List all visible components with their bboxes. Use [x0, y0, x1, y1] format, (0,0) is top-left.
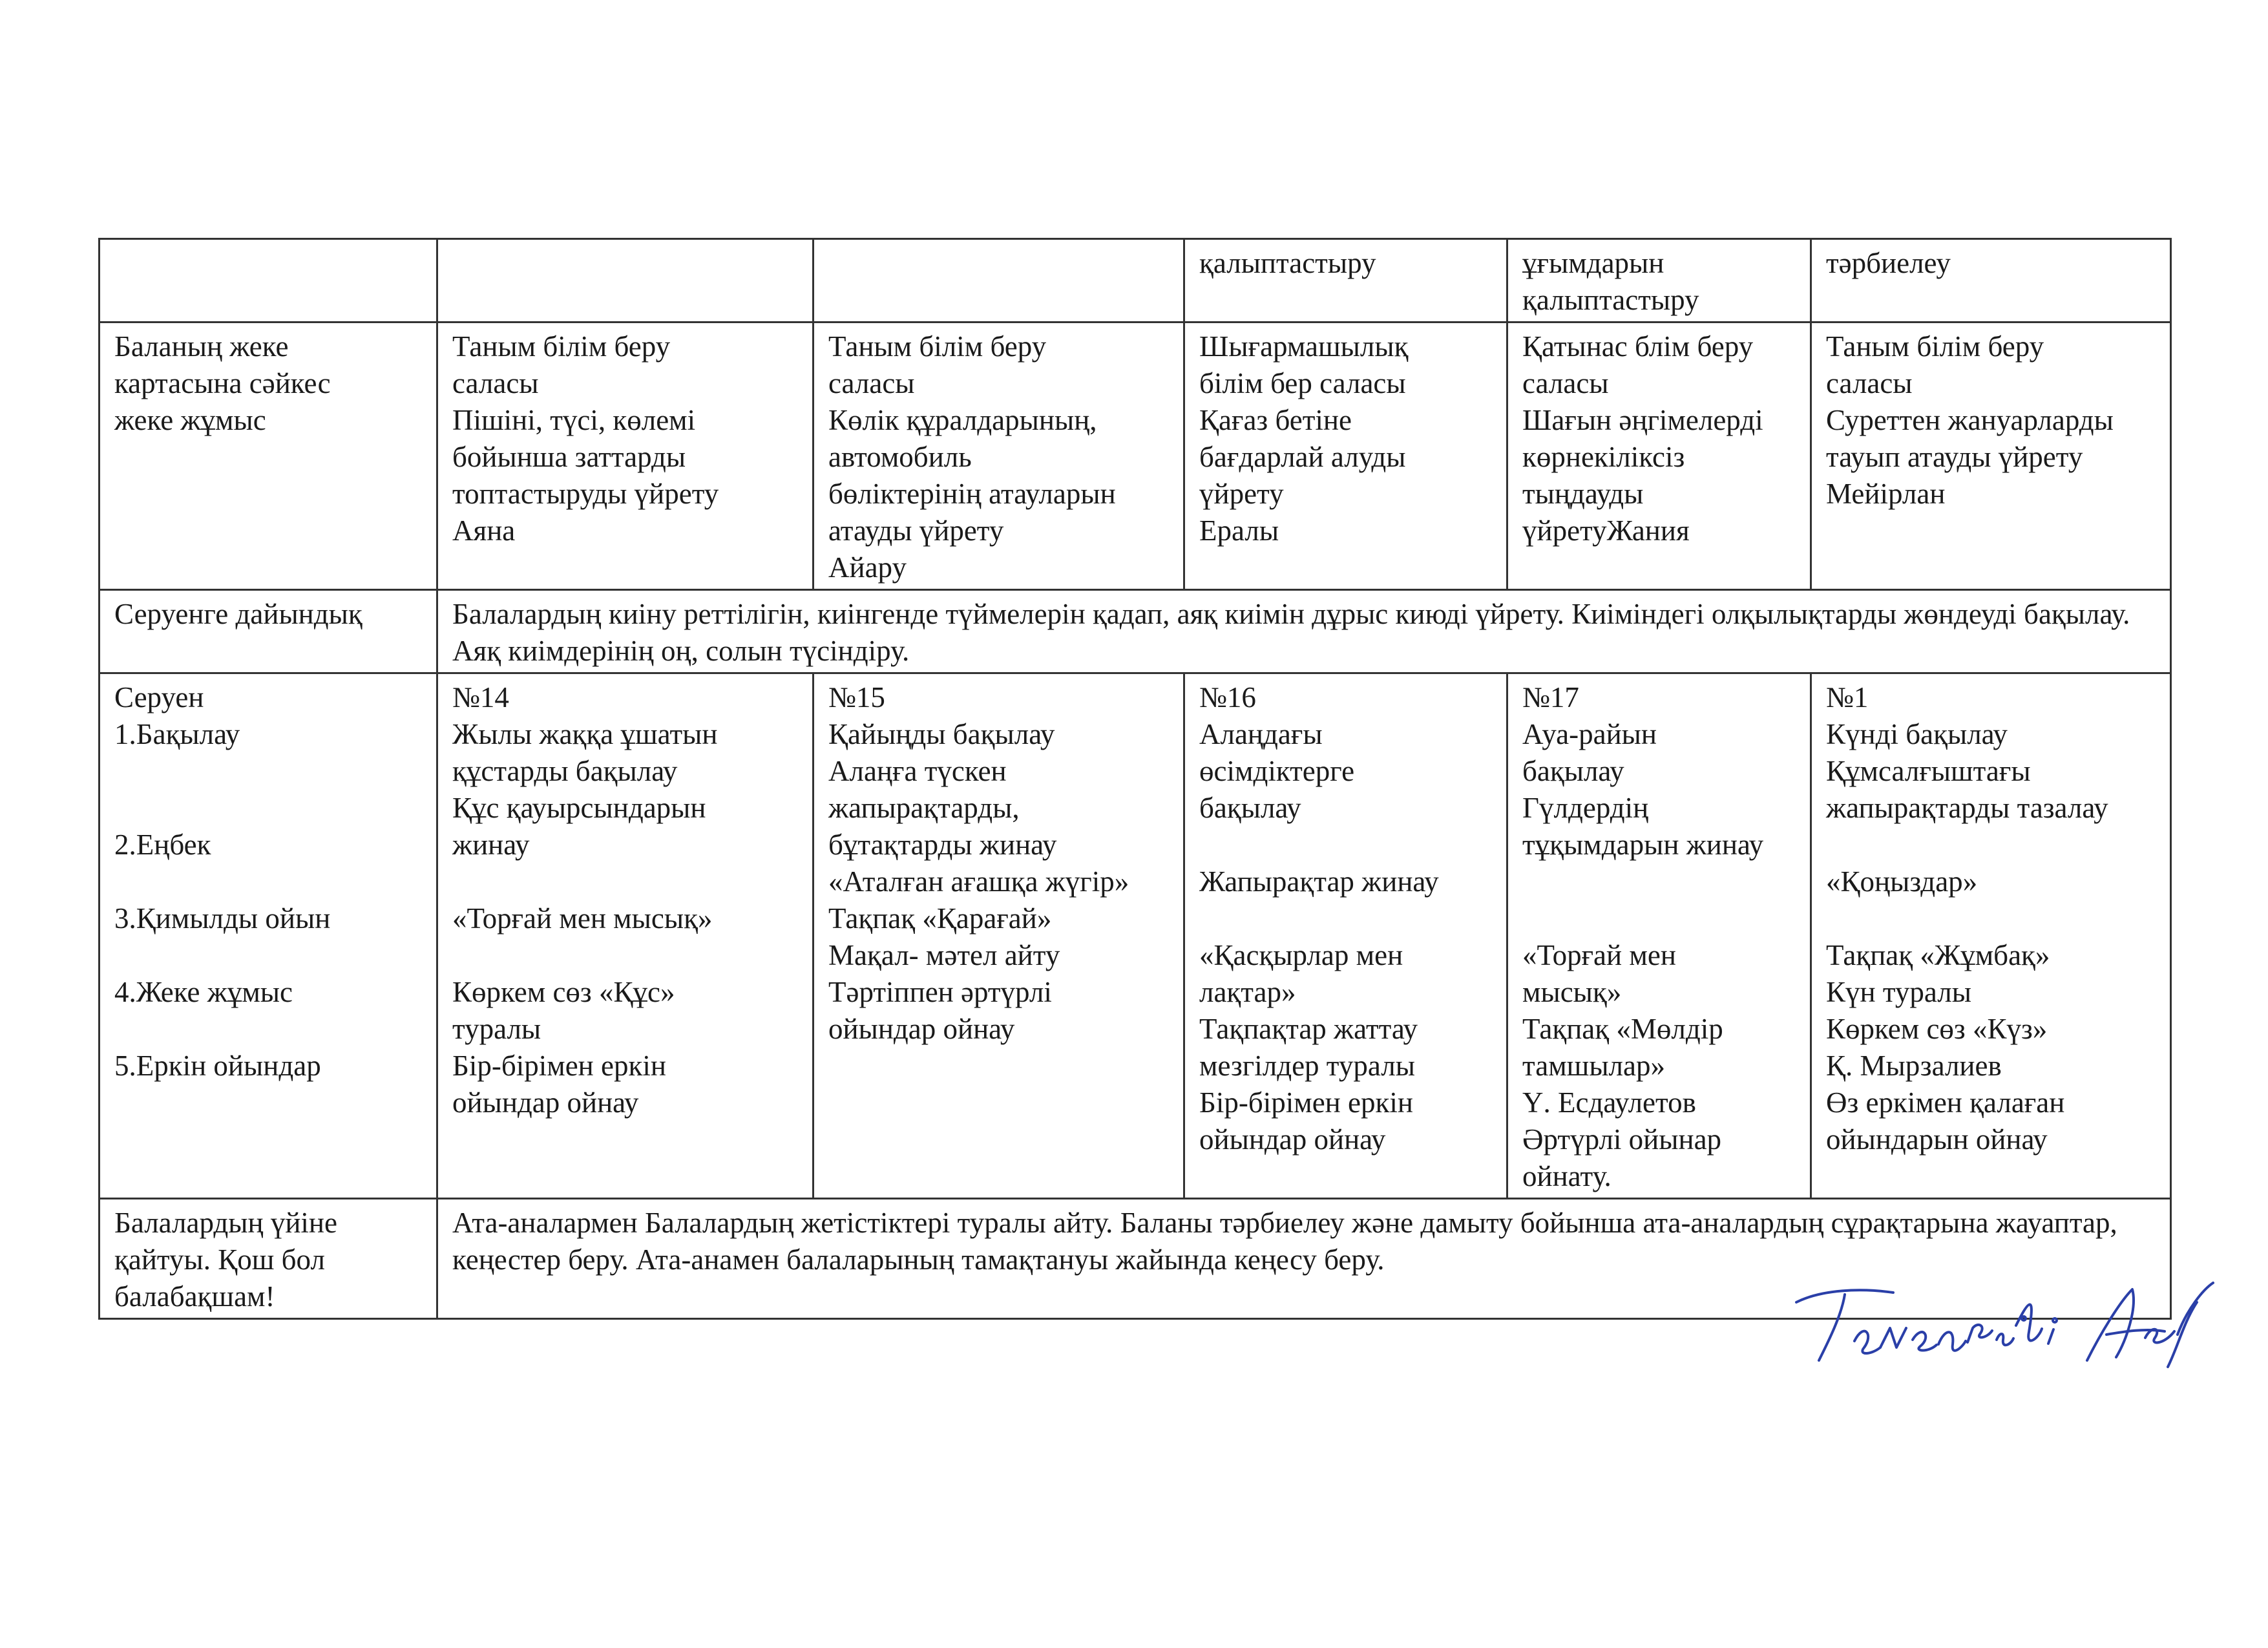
table-cell-merged: Ата-аналармен Балалардың жетістіктері туралы айту. Баланы тәрбиелеу және дамыту бойынша ата-аналардың сұрақтарына жауаптар, кеңестер беру. Ата-анамен балаларының тамақтануы жайында кеңесу беру. — [437, 1199, 2171, 1319]
table-cell: Таным білім беру саласы Суреттен жануарларды тауып атауды үйрету Мейірлан — [1811, 322, 2171, 590]
table-row-personal-work — [100, 322, 2171, 590]
table-row-continuation — [100, 239, 2171, 322]
table-cell: №14 Жылы жаққа ұшатын құстарды бақылау Құс қауырсындарын жинау «Торғай мен мысық» Көркем сөз «Құс» туралы Бір-бірімен еркін ойындар ойнау — [437, 673, 814, 1199]
plan-table — [98, 238, 2172, 1320]
table-cell: №15 Қайыңды бақылау Алаңға түскен жапырақтарды, бұтақтарды жинау «Аталған ағашқа жүгір» Тақпақ «Қарағай» Мақал- мәтел айту Тәртіппен әртүрлі ойындар ойнау — [814, 673, 1184, 1199]
table-cell: Таным білім беру саласы Көлік құралдарының, автомобиль бөліктерінің атауларын атауды үйрету Айару — [814, 322, 1184, 590]
table-cell — [437, 239, 814, 322]
table-cell-merged: Балалардың киіну реттілігін, киінгенде түймелерін қадап, аяқ киімін дұрыс киюді үйрету. Киіміндегі олқылықтарды жөндеуді бақылау. Аяқ киімдерінің оң, солын түсіндіру. — [437, 590, 2171, 673]
table-cell: ұғымдарын қалыптастыру — [1507, 239, 1811, 322]
row-label: Балалардың үйіне қайтуы. Қош бол балабақшам! — [100, 1199, 437, 1319]
table-cell: тәрбиелеу — [1811, 239, 2171, 322]
table-cell: №1 Күнді бақылау Құмсалғыштағы жапырақтарды тазалау «Қоңыздар» Тақпақ «Жұмбақ» Күн туралы Көркем сөз «Күз» Қ. Мырзалиев Өз еркімен қалаған ойындарын ойнау — [1811, 673, 2171, 1199]
row-label: Серуен 1.Бақылау 2.Еңбек 3.Қимылды ойын 4.Жеке жұмыс 5.Еркін ойындар — [100, 673, 437, 1199]
table-cell — [814, 239, 1184, 322]
row-label: Баланың жеке картасына сәйкес жеке жұмыс — [100, 322, 437, 590]
table-cell: №17 Ауа-райын бақылау Гүлдердің тұқымдарын жинау «Торғай мен мысық» Тақпақ «Мөлдір тамшылар» Ү. Есдаулетов Әртүрлі ойынар ойнату. — [1507, 673, 1811, 1199]
table-row-walk — [100, 673, 2171, 1199]
table-cell: Қатынас блім беру саласы Шағын әңгімелерді көрнекіліксіз тыңдауды үйретуЖания — [1507, 322, 1811, 590]
table-cell: Таным білім беру саласы Пішіні, түсі, көлемі бойынша заттарды топтастыруды үйрету Аяна — [437, 322, 814, 590]
table-cell: Шығармашылық білім бер саласы Қағаз бетіне бағдарлай алуды үйрету Ералы — [1184, 322, 1507, 590]
table-cell — [100, 239, 437, 322]
table-cell: қалыптастыру — [1184, 239, 1507, 322]
row-label: Серуенге дайындық — [100, 590, 437, 673]
table-row-walk-preparation — [100, 590, 2171, 673]
signature — [1783, 1263, 2236, 1386]
table-cell: №16 Алаңдағы өсімдіктерге бақылау Жапырақтар жинау «Қасқырлар мен лақтар» Тақпақтар жаттау мезгілдер туралы Бір-бірімен еркін ойындар ойнау — [1184, 673, 1507, 1199]
